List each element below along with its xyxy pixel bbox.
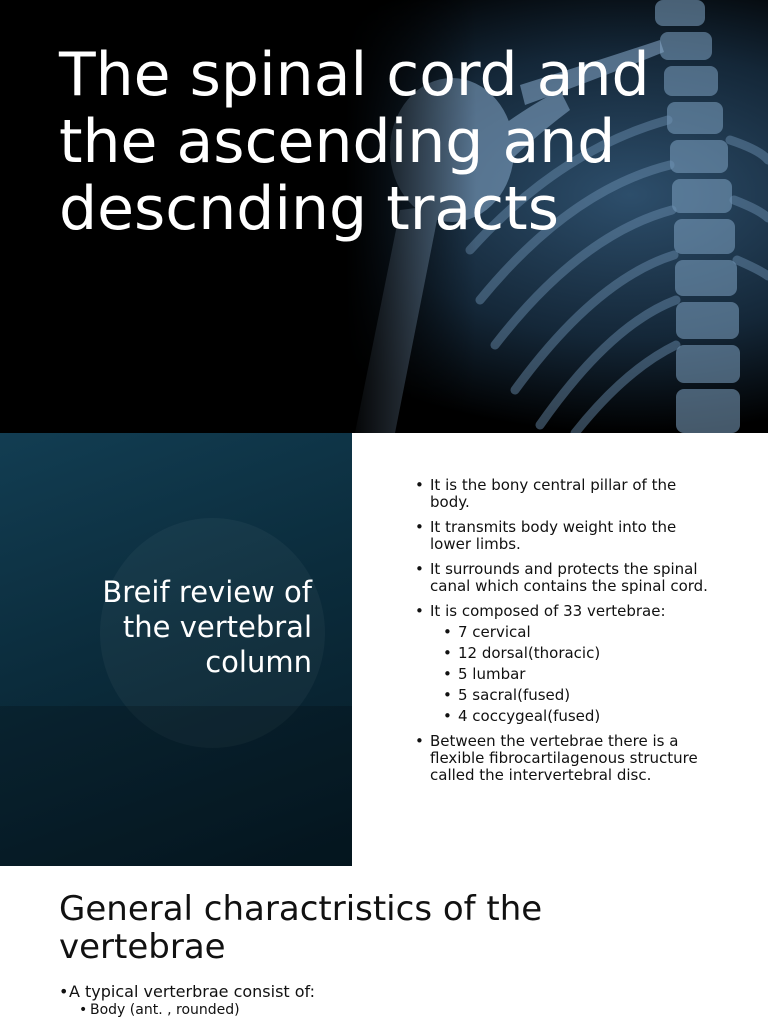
section-title-line: the vertebral: [122, 610, 312, 644]
heading-line: vertebrae: [59, 927, 226, 967]
sub-list-item: • 12 dorsal(thoracic): [430, 645, 712, 662]
characteristics-list: [59, 982, 739, 1019]
bullet-text: It is composed of 33 vertebrae:: [430, 602, 666, 620]
sub-list-item: • Body (ant. , rounded): [69, 1002, 739, 1019]
decorative-band: [0, 706, 352, 866]
title-line: descnding tracts: [59, 174, 559, 244]
vertebral-review-slide: [0, 433, 768, 866]
bullet-text: It is the bony central pillar of the body.: [430, 476, 677, 511]
title-line: The spinal cord and: [59, 40, 650, 110]
presentation-title: [59, 42, 699, 243]
list-item: [59, 982, 739, 1019]
list-item: [412, 519, 712, 553]
section-title-panel: [0, 433, 352, 866]
bullet-text: It transmits body weight into the lower limbs.: [430, 518, 677, 553]
section-title-line: column: [205, 645, 312, 679]
section-title: [12, 575, 312, 680]
sub-list-item: • 5 lumbar: [430, 666, 712, 683]
sub-list-item: • 7 cervical: [430, 624, 712, 641]
slide-heading: [59, 890, 719, 966]
characteristics-slide: [0, 866, 768, 1024]
section-title-line: Breif review of: [102, 575, 312, 609]
title-line: the ascending and: [59, 107, 616, 177]
sub-list-item: • 5 sacral(fused): [430, 687, 712, 704]
bullet-text: A typical verterbrae consist of:: [69, 982, 316, 1001]
sub-list: [69, 1002, 739, 1019]
list-item: [412, 477, 712, 511]
vertebrae-count-list: [430, 624, 712, 725]
list-item: [412, 561, 712, 595]
vertebral-facts-list: [412, 477, 712, 792]
heading-line: General charactristics of the: [59, 889, 543, 929]
list-item: [412, 733, 712, 784]
bullet-text: Between the vertebrae there is a flexible fibrocartilagenous structure called the intervertebral disc.: [430, 732, 698, 784]
list-item: [412, 603, 712, 725]
sub-list-item: • 4 coccygeal(fused): [430, 708, 712, 725]
title-slide: [0, 0, 768, 433]
bullet-text: It surrounds and protects the spinal canal which contains the spinal cord.: [430, 560, 708, 595]
